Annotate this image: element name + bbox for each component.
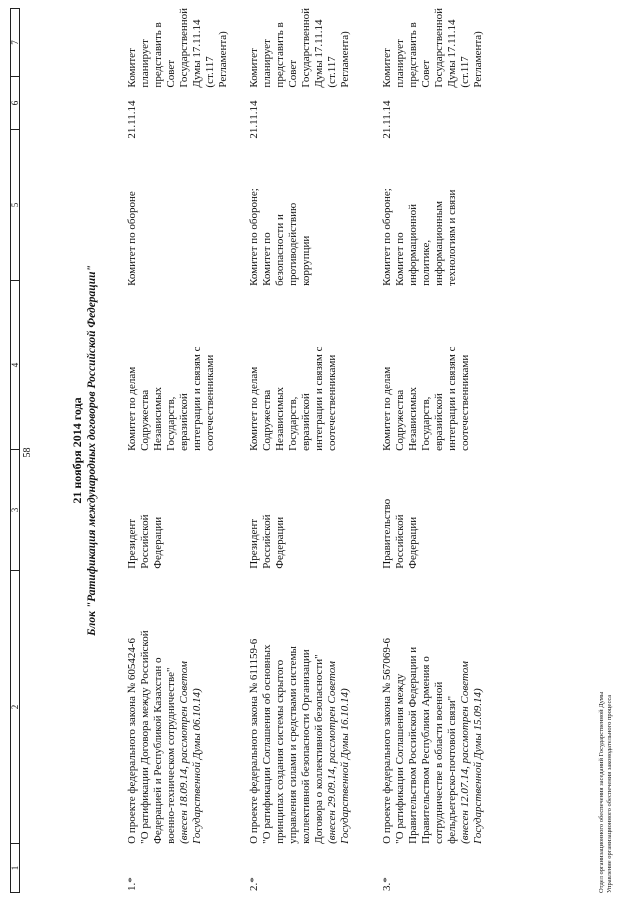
footer	[598, 692, 614, 893]
co-committee-line: технологиям и связи	[446, 189, 458, 286]
committee-line: Содружества	[261, 389, 273, 451]
initiator	[248, 451, 287, 577]
status-line: Думы 17.11.14	[313, 19, 325, 88]
status-line: (ст.117 Регламента)	[204, 31, 229, 88]
committee-line: Комитет по делам	[126, 366, 138, 451]
committee-line: Государств,	[420, 396, 432, 451]
bill-note-line: Государственной Думы 15.09.14)	[472, 688, 484, 844]
col-header-5: 5	[11, 130, 20, 281]
bill-title-line: сотрудничестве в области военной	[433, 681, 445, 844]
bill-title-line: управления силами и средствами системы	[287, 646, 299, 844]
status-line: Комитет планирует	[381, 39, 406, 88]
responsible-committee	[126, 286, 217, 451]
col-header-1: 1	[11, 844, 20, 893]
bill-title-line: принципах создания системы скрытого	[274, 659, 286, 844]
bill-note-line: (внесен 18.09.14, рассмотрен Советом	[178, 661, 190, 844]
footer-line: Отдел организационного обеспечения заседаний Государственной Думы	[598, 691, 605, 893]
committee-line: интеграции и связям с	[313, 346, 325, 451]
committee-line: Комитет по делам	[381, 366, 393, 451]
table-row	[126, 8, 248, 893]
responsible-committee	[381, 286, 472, 451]
co-committee-line: Комитет по обороне;	[248, 188, 260, 286]
table-row	[248, 8, 381, 893]
committee-line: Государств,	[287, 396, 299, 451]
committee-line: соотечественниками	[204, 354, 216, 451]
committee-line: евразийской	[178, 393, 190, 451]
committee-line: Независимых	[152, 387, 164, 451]
bill-title-line: Правительством Российской Федерации и	[407, 646, 419, 844]
status-line: Думы 17.11.14	[191, 19, 203, 88]
status-line: (ст.117 Регламента)	[326, 31, 351, 88]
bill-title-line: фельдъегерско-почтовой связи"	[446, 695, 458, 844]
committee-line: интеграции и связям с	[446, 346, 458, 451]
status	[381, 8, 485, 88]
bill-note-line: Государственной Думы 16.10.14)	[339, 688, 351, 844]
status-line: представить в Совет	[407, 22, 432, 88]
co-committees	[248, 139, 313, 286]
committee-line: Независимых	[407, 387, 419, 451]
status-line: представить в Совет	[274, 22, 299, 88]
committee-line: Содружества	[139, 389, 151, 451]
initiator	[381, 451, 420, 577]
bill-title-line: "О ратификации Договора между Российской	[139, 630, 151, 844]
col-header-6: 6	[11, 77, 20, 130]
status-line: представить в Совет	[152, 22, 177, 88]
bill-title-line: Федерацией и Республикой Казахстан о	[152, 657, 164, 844]
bill-title-line: "О ратификации Соглашения об основных	[261, 644, 273, 844]
footer-line: Управление организационного обеспечения законодательного процесса	[606, 694, 613, 893]
status-line: Государственной	[433, 8, 445, 88]
initiator-line: Федерации	[407, 516, 419, 569]
status-line: (ст.117 Регламента)	[459, 31, 484, 88]
committee-line: Комитет по делам	[248, 366, 260, 451]
column-header-table	[10, 8, 20, 893]
bill-title-line: О проекте федерального закона № 605424-6	[126, 637, 138, 844]
col-header-3: 3	[11, 450, 20, 571]
status-line: Государственной	[300, 8, 312, 88]
bill-note-line: (внесен 29.09.14, рассмотрен Советом	[326, 661, 338, 844]
review-date: 21.11.14	[126, 100, 138, 139]
co-committee-line: информационной	[407, 203, 419, 286]
col-header-7: 7	[11, 9, 20, 77]
bill-note-line: (внесен 12.07.14, рассмотрен Советом	[459, 661, 471, 844]
co-committee-line: Комитет по обороне	[126, 191, 138, 286]
committee-line: евразийской	[300, 393, 312, 451]
bill-title-line: "О ратификации Соглашения между	[394, 673, 406, 844]
status	[126, 8, 230, 88]
co-committee-line: коррупции	[300, 235, 312, 286]
status	[248, 8, 352, 88]
co-committee-line: безопасности и	[274, 214, 286, 286]
initiator-line: Федерации	[274, 516, 286, 569]
bill-title-line: коллективной безопасности Организации	[300, 649, 312, 844]
col-header-2: 2	[11, 571, 20, 844]
initiator-line: Российской	[139, 514, 151, 569]
committee-line: Государств,	[165, 396, 177, 451]
initiator-line: Президент	[248, 518, 260, 569]
rows-container	[126, 8, 501, 893]
bill-title-line: О проекте федерального закона № 611159-6	[248, 638, 260, 844]
responsible-committee	[248, 286, 339, 451]
date-heading: 21 ноября 2014 года	[70, 397, 84, 504]
committee-line: соотечественниками	[459, 354, 471, 451]
page-number: 58	[22, 447, 33, 458]
co-committee-line: Комитет по обороне;	[381, 188, 393, 286]
committee-line: соотечественниками	[326, 354, 338, 451]
review-date: 21.11.14	[381, 100, 393, 139]
status-line: Комитет планирует	[248, 39, 273, 88]
initiator-line: Президент	[126, 518, 138, 569]
committee-line: интеграции и связям с	[191, 346, 203, 451]
bill-note-line: Государственной Думы 06.10.14)	[191, 688, 203, 844]
row-number: 3.*	[381, 877, 393, 891]
bill-title-line: О проекте федерального закона № 567069-6	[381, 637, 393, 844]
review-date: 21.11.14	[248, 100, 260, 139]
committee-line: евразийской	[433, 393, 445, 451]
initiator-line: Федерации	[152, 516, 164, 569]
col-header-4: 4	[11, 281, 20, 450]
bill-description	[248, 577, 352, 844]
status-line: Комитет планирует	[126, 39, 151, 88]
initiator	[126, 451, 165, 577]
status-line: Думы 17.11.14	[446, 19, 458, 88]
initiator-line: Российской	[261, 514, 273, 569]
initiator-line: Правительство	[381, 498, 393, 569]
co-committee-line: противодействию	[287, 202, 299, 286]
co-committee-line: Комитет по	[394, 232, 406, 286]
co-committee-line: Комитет по	[261, 232, 273, 286]
bill-description	[381, 577, 485, 844]
co-committee-line: информационным	[433, 201, 445, 286]
table-row	[381, 8, 501, 893]
bill-title-line: Договора о коллективной безопасности"	[313, 654, 325, 844]
co-committees	[126, 139, 139, 286]
row-number: 1.*	[126, 877, 138, 891]
bill-description	[126, 577, 204, 844]
bill-title-line: военно-техническом сотрудничестве"	[165, 667, 177, 844]
co-committee-line: политике,	[420, 239, 432, 286]
committee-line: Содружества	[394, 389, 406, 451]
block-heading: Блок "Ратификация международных договоров Российской Федерации"	[86, 265, 98, 636]
co-committees	[381, 139, 459, 286]
committee-line: Независимых	[274, 387, 286, 451]
bill-title-line: Правительством Республики Армения о	[420, 656, 432, 844]
initiator-line: Российской	[394, 514, 406, 569]
status-line: Государственной	[178, 8, 190, 88]
row-number: 2.*	[248, 877, 260, 891]
